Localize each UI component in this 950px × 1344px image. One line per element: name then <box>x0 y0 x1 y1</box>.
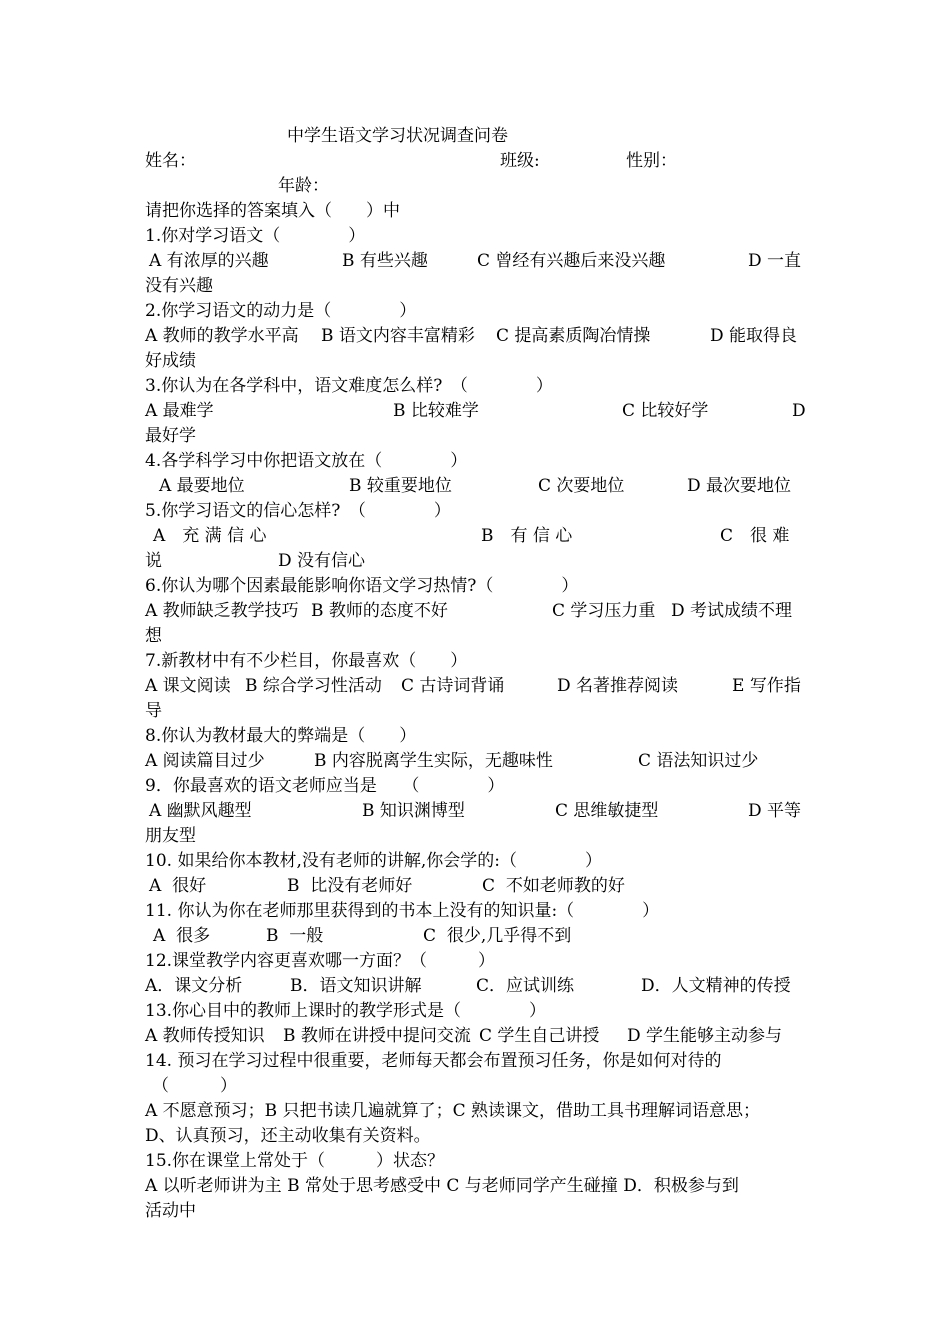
question-11: 11. 你认为你在老师那里获得到的书本上没有的知识量:（ ） <box>145 901 660 921</box>
q3-option-b: B 比较难学 <box>393 401 479 421</box>
class-label: 班级: <box>500 151 540 171</box>
q4-option-a: A 最要地位 <box>159 476 245 496</box>
q13-option-b: B 教师在讲授中提问交流 <box>283 1026 471 1046</box>
q10-option-b: B 比没有老师好 <box>287 876 413 896</box>
q3-option-c: C 比较好学 <box>622 401 709 421</box>
question-6: 6.你认为哪个因素最能影响你语文学习热情?（ ） <box>145 576 579 596</box>
question-14: 14. 预习在学习过程中很重要，老师每天都会布置预习任务，你是如何对待的 <box>145 1051 722 1071</box>
q1-option-b: B 有些兴趣 <box>342 251 428 271</box>
q10-option-a: A 很好 <box>149 876 207 896</box>
q6-option-b: B 教师的态度不好 <box>311 601 448 621</box>
q9-option-c: C 思维敏捷型 <box>555 801 659 821</box>
q4-option-d: D 最次要地位 <box>687 476 792 496</box>
q14-options-line-1: A 不愿意预习；B 只把书读几遍就算了；C 熟读课文，借助工具书理解词语意思； <box>145 1101 760 1121</box>
q6-option-d-cont: 想 <box>145 626 162 646</box>
q5-option-d: D 没有信心 <box>278 551 366 571</box>
q5-option-c: C 很 难 <box>720 526 790 546</box>
q14-answer-paren: （ ） <box>152 1076 237 1096</box>
question-8: 8.你认为教材最大的弊端是（ ） <box>145 726 417 746</box>
question-3: 3.你认为在各学科中，语文难度怎么样? （ ） <box>145 376 553 396</box>
q12-option-a: A．课文分析 <box>145 976 243 996</box>
question-4: 4.各学科学习中你把语文放在（ ） <box>145 451 468 471</box>
q2-option-d-cont: 好成绩 <box>145 351 196 371</box>
q7-option-e: E 写作指 <box>732 676 801 696</box>
q10-option-c: C 不如老师教的好 <box>482 876 625 896</box>
question-2: 2.你学习语文的动力是（ ） <box>145 301 417 321</box>
q11-option-a: A 很多 <box>153 926 211 946</box>
q13-option-a: A 教师传授知识 <box>145 1026 265 1046</box>
q11-option-b: B 一般 <box>266 926 324 946</box>
q1-option-d: D 一直 <box>748 251 802 271</box>
q13-option-c: C 学生自己讲授 <box>479 1026 600 1046</box>
q5-option-a: A 充 满 信 心 <box>153 526 267 546</box>
q9-option-d-cont: 朋友型 <box>145 826 196 846</box>
q9-option-b: B 知识渊博型 <box>362 801 465 821</box>
q2-option-a: A 教师的教学水平高 <box>145 326 299 346</box>
q7-option-a: A 课文阅读 <box>145 676 231 696</box>
age-label: 年龄： <box>278 176 329 196</box>
question-7: 7.新教材中有不少栏目，你最喜欢（ ） <box>145 651 468 671</box>
q12-option-d: D．人文精神的传授 <box>641 976 791 996</box>
q4-option-c: C 次要地位 <box>538 476 625 496</box>
q14-options-line-2: D、认真预习，还主动收集有关资料。 <box>145 1126 431 1146</box>
q3-option-d-cont: 最好学 <box>145 426 196 446</box>
q3-option-a: A 最难学 <box>145 401 214 421</box>
q1-option-a: A 有浓厚的兴趣 <box>149 251 269 271</box>
q11-option-c: C 很少,几乎得不到 <box>423 926 572 946</box>
q8-option-a: A 阅读篇目过少 <box>145 751 265 771</box>
q1-option-c: C 曾经有兴趣后来没兴趣 <box>477 251 666 271</box>
q8-option-b: B 内容脱离学生实际，无趣味性 <box>314 751 553 771</box>
q2-option-b: B 语文内容丰富精彩 <box>321 326 475 346</box>
question-1: 1.你对学习语文（ ） <box>145 226 366 246</box>
document-title: 中学生语文学习状况调查问卷 <box>287 126 508 146</box>
q15-options-line-2: 活动中 <box>145 1201 196 1221</box>
q5-option-b: B 有 信 心 <box>481 526 573 546</box>
gender-label: 性别： <box>626 151 677 171</box>
q6-option-c: C 学习压力重 <box>552 601 656 621</box>
q7-option-e-cont: 导 <box>145 701 162 721</box>
q2-option-c: C 提高素质陶冶情操 <box>496 326 651 346</box>
instruction: 请把你选择的答案填入（ ）中 <box>145 201 400 221</box>
question-9: 9．你最喜欢的语文老师应当是 （ ） <box>145 776 505 796</box>
q5-option-c-cont: 说 <box>145 551 162 571</box>
q9-option-d: D 平等 <box>748 801 802 821</box>
q13-option-d: D 学生能够主动参与 <box>627 1026 783 1046</box>
q7-option-c: C 古诗词背诵 <box>401 676 505 696</box>
question-13: 13.你心目中的教师上课时的教学形式是（ ） <box>145 1001 547 1021</box>
q6-option-a: A 教师缺乏教学技巧 <box>145 601 299 621</box>
q1-option-d-cont: 没有兴趣 <box>145 276 213 296</box>
q7-option-d: D 名著推荐阅读 <box>557 676 679 696</box>
q7-option-b: B 综合学习性活动 <box>245 676 382 696</box>
q4-option-b: B 较重要地位 <box>349 476 452 496</box>
q12-option-c: C．应试训练 <box>476 976 575 996</box>
q12-option-b: B．语文知识讲解 <box>290 976 422 996</box>
q9-option-a: A 幽默风趣型 <box>149 801 252 821</box>
q15-options-line-1: A 以听老师讲为主 B 常处于思考感受中 C 与老师同学产生碰撞 D．积极参与到 <box>145 1176 739 1196</box>
q3-option-d: D <box>792 401 806 421</box>
q6-option-d: D 考试成绩不理 <box>671 601 793 621</box>
name-label: 姓名： <box>145 151 196 171</box>
question-5: 5.你学习语文的信心怎样? （ ） <box>145 501 451 521</box>
q2-option-d: D 能取得良 <box>710 326 798 346</box>
q8-option-c: C 语法知识过少 <box>638 751 759 771</box>
question-15: 15.你在课堂上常处于（ ）状态？ <box>145 1151 445 1171</box>
question-12: 12.课堂教学内容更喜欢哪一方面？（ ） <box>145 951 496 971</box>
question-10: 10. 如果给你本教材,没有老师的讲解,你会学的:（ ） <box>145 851 602 871</box>
